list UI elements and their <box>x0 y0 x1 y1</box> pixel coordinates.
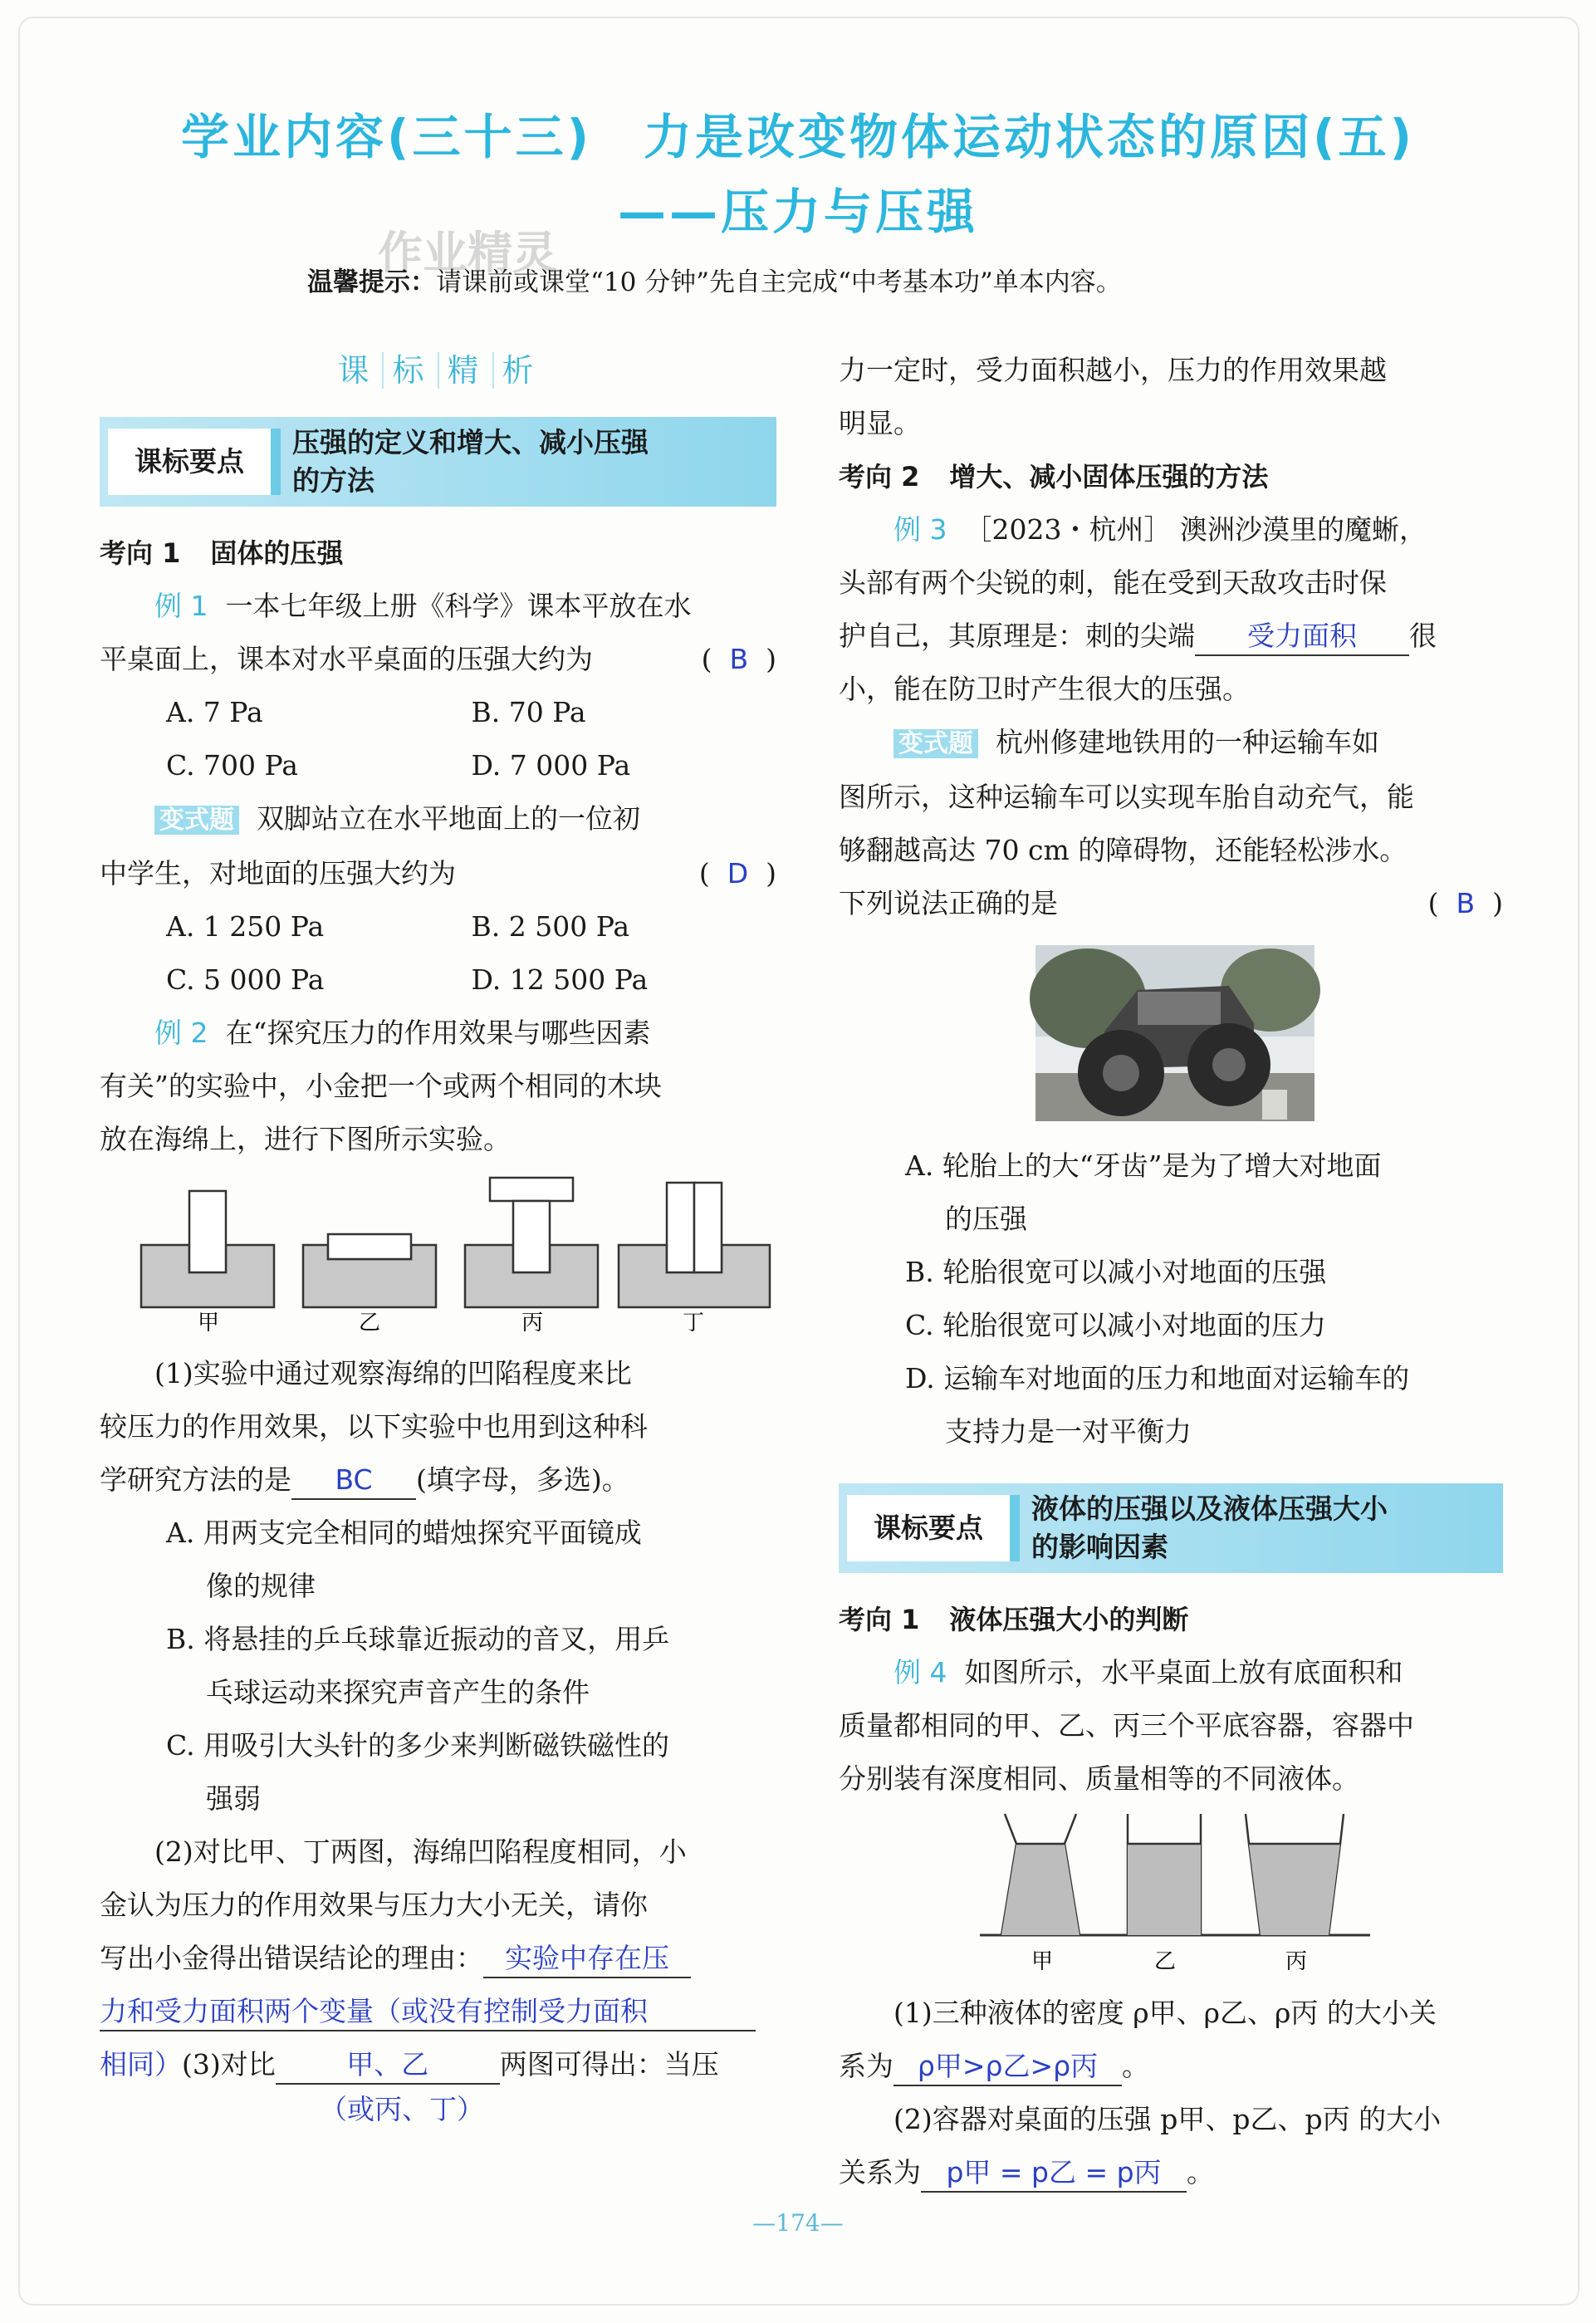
transport-vehicle-photo <box>839 940 1503 1131</box>
variant-2 <box>839 716 1503 771</box>
example-1 <box>100 580 776 633</box>
question-text: (2)容器对桌面的压强 p甲、p乙、p丙 的大小 <box>893 2103 1442 2135</box>
option: D. 7 000 Pa <box>471 749 631 782</box>
sponge-experiment-figure <box>100 1166 776 1332</box>
question-line <box>839 2040 1503 2093</box>
direction-title: 增大、减小固体压强的方法 <box>949 461 1269 493</box>
answer-choice: D <box>727 857 749 890</box>
variant-1-line <box>100 847 776 900</box>
option: B. 轮胎很宽可以减小对地面的压强 <box>905 1256 1327 1288</box>
question-text: (3)对比 <box>182 2048 276 2080</box>
direction-number: 考向 1 <box>839 1604 920 1635</box>
direction-heading <box>839 450 1503 503</box>
figure-label: 乙 <box>359 1311 381 1332</box>
section-title-char: 析 <box>502 352 539 389</box>
question-line <box>839 877 1503 930</box>
example-1-line <box>100 633 776 686</box>
key-point-line: 压强的定义和增大、减小压强 <box>292 426 649 458</box>
container-jia <box>1001 1814 1080 1935</box>
source-tag: ［2023・杭州］ <box>964 513 1172 546</box>
option: A. 轮胎上的大“牙齿”是为了增大对地面 <box>905 1149 1382 1182</box>
left-column <box>100 336 776 2128</box>
options-row <box>100 900 776 953</box>
option: C. 5 000 Pa <box>166 963 325 996</box>
options-row <box>100 686 776 739</box>
figure-ding <box>619 1183 770 1307</box>
option: C. 700 Pa <box>166 749 298 782</box>
question-text: 关系为 <box>839 2156 921 2188</box>
section-title <box>100 336 776 405</box>
figure-label: 甲 <box>198 1311 220 1332</box>
example-label: 例 1 <box>154 590 208 622</box>
question-text: (1)实验中通过观察海绵的凹陷程度来比 <box>154 1357 632 1389</box>
key-point-box <box>839 1483 1503 1573</box>
right-column <box>839 336 1503 2199</box>
direction-number: 考向 2 <box>839 461 920 493</box>
example-3 <box>839 503 1503 556</box>
figure-bing <box>465 1178 598 1307</box>
figure-yi <box>303 1234 436 1307</box>
page-subtitle: ——压力与压强 <box>617 184 978 240</box>
answer-blank: （或丙、丁） <box>320 2093 484 2125</box>
key-point-line: 的影响因素 <box>1031 1531 1168 1563</box>
options-row <box>100 739 776 792</box>
question-text: 明显。 <box>839 407 921 439</box>
option: A. 1 250 Pa <box>166 910 325 943</box>
question-line <box>100 1932 776 1985</box>
section-title-char: 精 <box>439 352 494 389</box>
question-text: 。 <box>1187 2156 1214 2188</box>
answer-blank: 甲、乙 <box>276 2046 500 2085</box>
example-2 <box>100 1007 776 1060</box>
tip-label: 温馨提示： <box>307 267 436 297</box>
option: 支持力是一对平衡力 <box>945 1415 1192 1448</box>
option: 乓球运动来探究声音产生的条件 <box>206 1676 590 1708</box>
question-text: 。 <box>1122 2050 1149 2082</box>
answer-choice: B <box>1456 887 1476 919</box>
question-text: 两图可得出：当压 <box>499 2048 719 2080</box>
question-line <box>100 2038 776 2091</box>
option: B. 2 500 Pa <box>471 910 630 943</box>
direction-heading <box>839 1593 1503 1646</box>
answer-blank: 相同） <box>100 2048 182 2080</box>
option: 强弱 <box>206 1782 261 1815</box>
figure-label: 丙 <box>521 1311 544 1332</box>
figure-jia <box>141 1191 274 1307</box>
question-text: 学研究方法的是 <box>100 1463 291 1496</box>
direction-heading <box>100 527 776 580</box>
section-title-char: 课 <box>329 352 384 389</box>
key-point-bar <box>1010 1495 1020 1561</box>
variant-1 <box>100 792 776 847</box>
option: C. 用吸引大头针的多少来判断磁铁磁性的 <box>166 1729 670 1762</box>
option: D. 12 500 Pa <box>471 963 649 996</box>
key-point-box <box>100 417 776 507</box>
direction-number: 考向 1 <box>100 537 181 569</box>
question-text: (2)对比甲、丁两图，海绵凹陷程度相同，小 <box>154 1835 687 1868</box>
example-label: 例 2 <box>154 1017 208 1049</box>
question-text: 一本七年级上册《科学》课本平放在水 <box>225 590 692 622</box>
option: D. 运输车对地面的压力和地面对运输车的 <box>905 1362 1410 1394</box>
variant-label: 变式题 <box>154 806 239 835</box>
question-line <box>839 610 1503 663</box>
question-text: 较压力的作用效果，以下实验中也用到这种科 <box>100 1410 648 1443</box>
question-text: 很 <box>1409 620 1437 652</box>
question-text: 中学生，对地面的压强大约为 <box>100 857 456 890</box>
figure-label: 甲 <box>1031 1949 1054 1974</box>
question-text: 图所示，这种运输车可以实现车胎自动充气，能 <box>839 781 1414 813</box>
question-text: 双脚站立在水平地面上的一位初 <box>256 802 640 835</box>
question-text: 力一定时，受力面积越小，压力的作用效果越 <box>839 354 1387 386</box>
key-point-label: 课标要点 <box>108 429 271 495</box>
answer-blank: p甲 = p乙 = p丙 <box>921 2154 1187 2193</box>
question-text: 小，能在防卫时产生很大的压强。 <box>839 673 1250 705</box>
option: B. 70 Pa <box>471 696 586 728</box>
question-text: 澳洲沙漠里的魔蜥， <box>1179 513 1427 546</box>
direction-title: 液体压强大小的判断 <box>949 1604 1189 1635</box>
option: 像的规律 <box>206 1570 316 1602</box>
section-title-char: 标 <box>384 352 438 389</box>
answer-blank: 受力面积 <box>1195 618 1409 656</box>
question-text: 护自己，其原理是：刺的尖端 <box>839 620 1195 652</box>
question-text: 系为 <box>839 2050 893 2082</box>
key-point-line: 的方法 <box>292 464 375 497</box>
figure-label: 乙 <box>1154 1949 1177 1974</box>
question-text: (1)三种液体的密度 ρ甲、ρ乙、ρ丙 的大小关 <box>893 1997 1437 2029</box>
question-text: 分别装有深度相同、质量相等的不同液体。 <box>839 1762 1359 1795</box>
question-text: 有关”的实验中，小金把一个或两个相同的木块 <box>100 1070 662 1102</box>
question-text: 在“探究压力的作用效果与哪些因素 <box>225 1017 651 1049</box>
answer-bracket: ( B ) <box>701 643 776 675</box>
tip-line <box>307 261 1122 298</box>
option: 的压强 <box>945 1203 1027 1235</box>
question-text: 如图所示，水平桌面上放有底面积和 <box>964 1656 1403 1688</box>
key-point-line: 液体的压强以及液体压强大小 <box>1031 1492 1388 1525</box>
answer-choice: B <box>729 643 749 675</box>
variant-label: 变式题 <box>893 729 978 758</box>
option: B. 将悬挂的乒乓球靠近振动的音叉，用乒 <box>166 1623 670 1655</box>
direction-title: 固体的压强 <box>210 537 344 569</box>
key-point-text <box>292 424 649 500</box>
answer-blank: ρ甲>ρ乙>ρ丙 <box>893 2048 1122 2086</box>
answer-blank: BC <box>291 1462 416 1500</box>
answer-blank: 实验中存在压 <box>483 1940 691 1978</box>
option: A. 7 Pa <box>166 696 263 728</box>
question-text: 质量都相同的甲、乙、丙三个平底容器，容器中 <box>839 1709 1414 1742</box>
container-bing <box>1246 1814 1344 1935</box>
question-text: 放在海绵上，进行下图所示实验。 <box>100 1123 511 1155</box>
containers-figure <box>839 1811 1503 1977</box>
answer-bracket: ( B ) <box>1427 887 1503 919</box>
question-text: 够翻越高达 70 cm 的障碍物，还能轻松涉水。 <box>839 834 1408 866</box>
question-text: 金认为压力的作用效果与压力大小无关，请你 <box>100 1889 648 1921</box>
key-point-text <box>1031 1490 1388 1566</box>
example-label: 例 3 <box>893 513 947 546</box>
page-number: —174— <box>752 2209 844 2237</box>
question-text: 下列说法正确的是 <box>839 887 1058 919</box>
example-4 <box>839 1646 1503 1699</box>
example-label: 例 4 <box>893 1656 947 1688</box>
watermark-text: 作业精灵 <box>378 227 557 279</box>
key-point-label: 课标要点 <box>847 1495 1010 1561</box>
question-text: 平桌面上，课本对水平桌面的压强大约为 <box>100 643 593 675</box>
options-row <box>100 953 776 1007</box>
question-text: 写出小金得出错误结论的理由： <box>100 1942 483 1974</box>
question-text: 杭州修建地铁用的一种运输车如 <box>995 726 1379 758</box>
figure-label: 丙 <box>1285 1949 1308 1974</box>
question-line <box>839 2146 1503 2199</box>
option: A. 用两支完全相同的蜡烛探究平面镜成 <box>166 1517 642 1549</box>
answer-bracket: ( D ) <box>698 857 776 890</box>
question-line <box>100 1985 776 2038</box>
option: C. 轮胎很宽可以减小对地面的压力 <box>905 1309 1327 1341</box>
question-text: (填字母，多选)。 <box>416 1463 629 1496</box>
tip-text: 请课前或课堂“10 分钟”先自主完成“中考基本功”单本内容。 <box>436 267 1122 297</box>
question-text: 头部有两个尖锐的刺，能在受到天敌攻击时保 <box>839 566 1387 599</box>
answer-blank: 力和受力面积两个变量（或没有控制受力面积 <box>100 1993 756 2031</box>
question-line <box>100 1453 776 1507</box>
key-point-bar <box>271 429 281 495</box>
container-yi <box>1128 1814 1201 1935</box>
page-title: 学业内容(三十三) 力是改变物体运动状态的原因(五) <box>180 109 1416 165</box>
figure-label: 丁 <box>683 1311 705 1332</box>
